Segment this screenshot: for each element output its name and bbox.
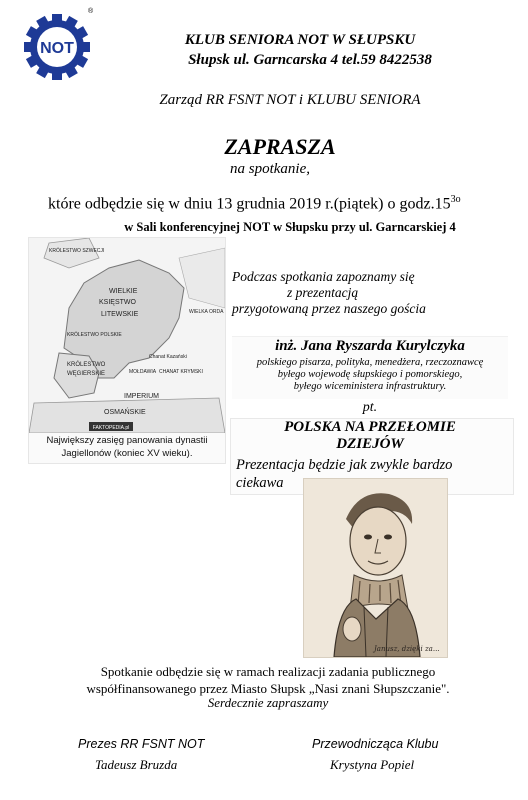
- closing-line: Serdecznie zapraszamy: [207, 695, 329, 710]
- not-logo: [22, 12, 92, 82]
- map-label-ksiestwo: KSIĘSTWO: [99, 299, 136, 306]
- funding-line2: współfinansowanego przez Miasto Słupsk „Nasi znani Słupszczanie".: [86, 681, 450, 696]
- registered-mark: ®: [88, 8, 94, 15]
- portrait-signature: Janusz, dzięki za...: [374, 645, 440, 653]
- guest-bio: [232, 357, 508, 393]
- map-label-szwecja: KRÓLESTWO SZWECJI: [49, 248, 105, 254]
- intro-line3: przygotowaną przez naszego gościa: [232, 301, 426, 316]
- map-label-chanat-krymski: CHANAT KRYMSKI: [159, 369, 203, 375]
- talk-title: [232, 419, 508, 453]
- signature-right-role: Przewodnicząca Klubu: [312, 737, 439, 751]
- logo-gear-tooth: [52, 70, 62, 80]
- venue: w Sali konferencyjnej NOT w Słupsku przy ul. Garncarskiej 4: [124, 220, 456, 234]
- map-label-litewskie: LITEWSKIE: [101, 311, 139, 318]
- map-figure: [28, 237, 226, 464]
- map-caption-line1: Największy zasięg panowania dynastii: [46, 435, 208, 446]
- map-label-krolestwo-polskie: KRÓLESTWO POLSKIE: [67, 332, 122, 338]
- time-superscript: 3o: [450, 194, 461, 205]
- talk-title-line1: POLSKA NA PRZEŁOMIE: [284, 419, 456, 435]
- funding-note: [28, 663, 508, 697]
- board-text: Zarząd RR FSNT NOT i KLUBU SENIORA: [159, 92, 421, 108]
- map-label-imperium: IMPERIUM: [124, 393, 159, 400]
- logo-gear-tooth: [24, 42, 34, 52]
- map-label-chanat-kazanski: Chanat Kazański: [149, 354, 187, 360]
- map-label-moldawia: MOŁDAWIA: [129, 369, 157, 375]
- map-watermark: FAKTOPEDIA.pl: [92, 425, 130, 431]
- talk-note-line2: ciekawa: [236, 475, 284, 491]
- invite-heading: ZAPRASZA: [224, 134, 336, 159]
- portrait-drawing: [304, 479, 447, 657]
- bio-line3: byłego wiceministera infrastruktury.: [293, 381, 447, 392]
- club-name: KLUB SENIORA NOT W SŁUPSKU: [184, 32, 416, 48]
- program-intro: [232, 269, 512, 317]
- title-prefix: pt.: [362, 400, 378, 415]
- signature-right-name: Krystyna Popiel: [330, 757, 415, 772]
- map-label-wielka-orda: WIELKA ORDA: [189, 309, 224, 315]
- talk-note-line1: Prezentacja będzie jak zwykle bardzo: [236, 457, 453, 473]
- historical-map-image: [29, 238, 225, 433]
- map-caption-line2: Jagiellonów (koniec XV wieku).: [61, 448, 193, 459]
- signature-left-role: Prezes RR FSNT NOT: [78, 737, 205, 751]
- funding-line1: Spotkanie odbędzie się w ramach realizacji zadania publicznego: [100, 664, 436, 679]
- signature-left-name: Tadeusz Bruzda: [95, 757, 178, 772]
- date-line: [48, 194, 518, 213]
- intro-line1: Podczas spotkania zapoznamy się: [232, 269, 415, 284]
- guest-portrait-caricature: [303, 478, 448, 658]
- map-caption: [29, 434, 225, 460]
- logo-gear-tooth: [52, 14, 62, 24]
- logo-text: NOT: [40, 40, 74, 57]
- club-address: Słupsk ul. Garncarska 4 tel.59 8422538: [188, 52, 432, 68]
- talk-title-line2: DZIEJÓW: [336, 436, 404, 452]
- bio-line1: polskiego pisarza, polityka, menedżera, rzeczoznawcę: [256, 357, 484, 368]
- guest-name: inż. Jana Ryszarda Kurylczyka: [275, 338, 465, 354]
- date-text: które odbędzie się w dniu 13 grudnia 2019 r.(piątek) o godz.15: [48, 195, 451, 213]
- intro-line2: z prezentacją: [287, 285, 359, 300]
- map-label-osmanskie: OSMAŃSKIE: [104, 409, 146, 416]
- meeting-label: na spotkanie,: [230, 161, 310, 177]
- map-label-wielkie: WIELKIE: [109, 288, 138, 295]
- bio-line2: byłego wojewodę słupskiego i pomorskiego,: [277, 369, 463, 380]
- map-label-krolestwo: KRÓLESTWO: [67, 362, 106, 368]
- map-label-wegierskie: WĘGIERSKIE: [67, 371, 106, 377]
- board-line: [90, 92, 490, 109]
- logo-gear-tooth: [80, 42, 90, 52]
